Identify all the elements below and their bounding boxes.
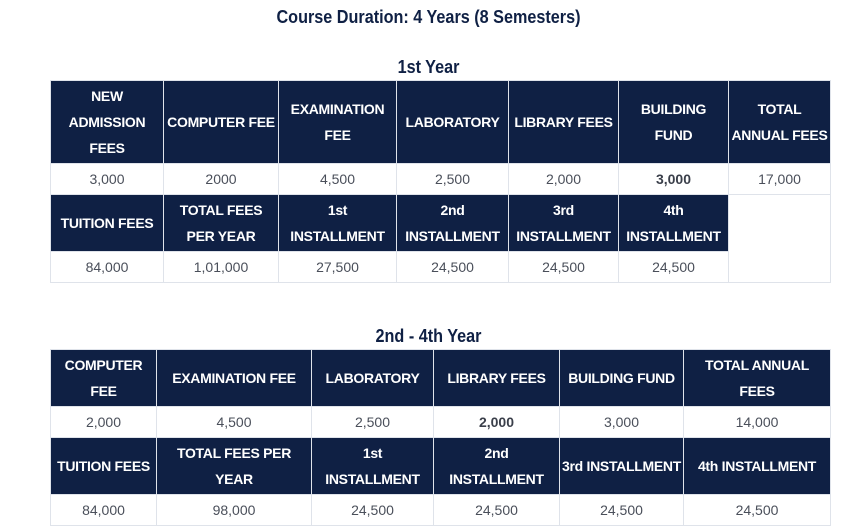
value-cell: 2,000 xyxy=(434,407,560,438)
year1-heading: 1st Year xyxy=(397,57,460,77)
value-cell: 2000 xyxy=(164,164,279,195)
table-row xyxy=(51,438,831,495)
value-cell: 2,000 xyxy=(509,164,619,195)
value-cell: 3,000 xyxy=(51,164,164,195)
header-cell: COMPUTER FEE xyxy=(51,350,157,407)
value-cell: 3,000 xyxy=(560,407,684,438)
header-cell: TOTAL ANNUAL FEES xyxy=(729,81,831,164)
header-cell: LABORATORY xyxy=(312,350,434,407)
value-cell: 98,000 xyxy=(157,495,312,526)
header-cell: EXAMINATION FEE xyxy=(157,350,312,407)
header-cell: LIBRARY FEES xyxy=(509,81,619,164)
value-cell: 24,500 xyxy=(619,252,729,283)
year1-fee-table xyxy=(50,80,831,283)
header-cell: 4th INSTALLMENT xyxy=(684,438,831,495)
value-cell: 17,000 xyxy=(729,164,831,195)
header-cell: 3rd INSTALLMENT xyxy=(560,438,684,495)
header-cell: COMPUTER FEE xyxy=(164,81,279,164)
empty-cell xyxy=(729,195,831,283)
value-cell: 1,01,000 xyxy=(164,252,279,283)
header-cell: LIBRARY FEES xyxy=(434,350,560,407)
table-row xyxy=(51,350,831,407)
value-cell: 24,500 xyxy=(684,495,831,526)
year2to4-heading: 2nd - 4th Year xyxy=(375,326,482,346)
value-cell: 84,000 xyxy=(51,495,157,526)
table-row xyxy=(51,164,831,195)
value-cell: 84,000 xyxy=(51,252,164,283)
table-row xyxy=(51,195,831,252)
table-row xyxy=(51,252,831,283)
header-cell: 2nd INSTALLMENT xyxy=(434,438,560,495)
header-cell: TUITION FEES xyxy=(51,438,157,495)
table-row xyxy=(51,407,831,438)
header-cell: 2nd INSTALLMENT xyxy=(397,195,509,252)
table-row xyxy=(51,495,831,526)
value-cell: 24,500 xyxy=(434,495,560,526)
value-cell: 24,500 xyxy=(312,495,434,526)
value-cell: 2,500 xyxy=(397,164,509,195)
value-cell: 4,500 xyxy=(157,407,312,438)
year2to4-fee-table xyxy=(50,349,831,526)
header-cell: LABORATORY xyxy=(397,81,509,164)
header-cell: TOTAL FEES PER YEAR xyxy=(164,195,279,252)
page-title: Course Duration: 4 Years (8 Semesters) xyxy=(276,7,581,27)
value-cell: 4,500 xyxy=(279,164,397,195)
header-cell: TOTAL FEES PER YEAR xyxy=(157,438,312,495)
value-cell: 14,000 xyxy=(684,407,831,438)
value-cell: 3,000 xyxy=(619,164,729,195)
header-cell: NEW ADMISSION FEES xyxy=(51,81,164,164)
header-cell: EXAMINATION FEE xyxy=(279,81,397,164)
header-cell: 4th INSTALLMENT xyxy=(619,195,729,252)
value-cell: 24,500 xyxy=(397,252,509,283)
value-cell: 2,500 xyxy=(312,407,434,438)
header-cell: 3rd INSTALLMENT xyxy=(509,195,619,252)
header-cell: BUILDING FUND xyxy=(560,350,684,407)
header-cell: TOTAL ANNUAL FEES xyxy=(684,350,831,407)
value-cell: 27,500 xyxy=(279,252,397,283)
table-row xyxy=(51,81,831,164)
header-cell: BUILDING FUND xyxy=(619,81,729,164)
header-cell: 1st INSTALLMENT xyxy=(312,438,434,495)
value-cell: 24,500 xyxy=(560,495,684,526)
value-cell: 24,500 xyxy=(509,252,619,283)
value-cell: 2,000 xyxy=(51,407,157,438)
header-cell: TUITION FEES xyxy=(51,195,164,252)
header-cell: 1st INSTALLMENT xyxy=(279,195,397,252)
